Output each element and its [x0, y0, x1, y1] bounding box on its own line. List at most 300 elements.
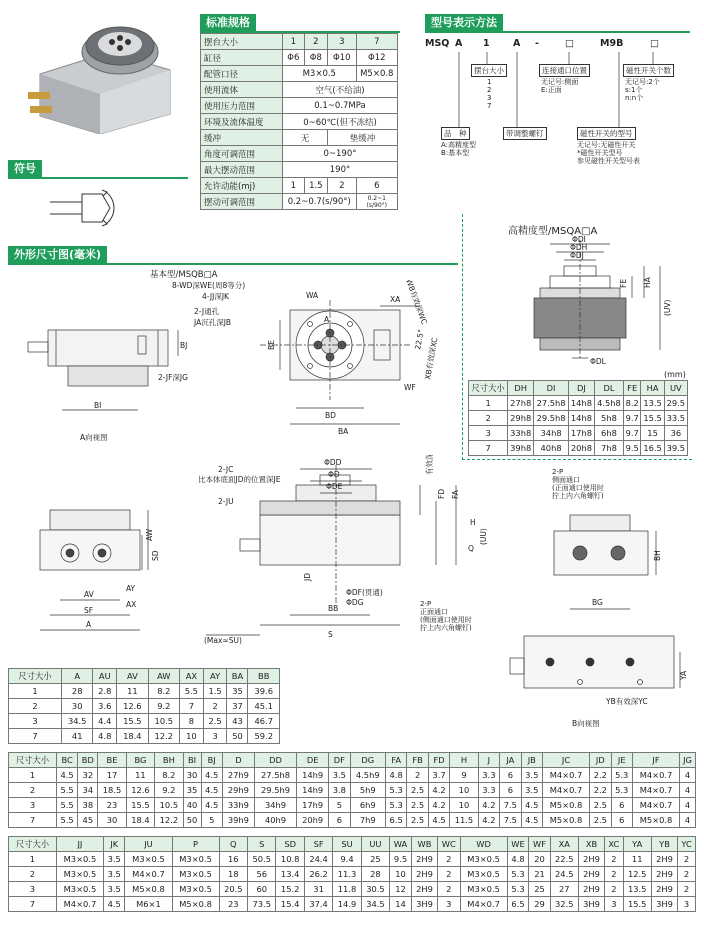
table-cell: M3×0.5 — [460, 867, 507, 882]
table-cell: 2H9 — [578, 882, 604, 897]
dim-label-av: AV — [84, 590, 94, 599]
symbol-title-underline — [8, 177, 188, 179]
table-cell: M4×0.7 — [125, 867, 172, 882]
table-cell: 8.2 — [155, 768, 183, 783]
table-cell: 14 — [390, 897, 412, 912]
table-cell: 26.2 — [304, 867, 332, 882]
table-cell: 15.5 — [117, 714, 148, 729]
table-cell: 8.2 — [148, 684, 179, 699]
table-cell: 11.3 — [333, 867, 361, 882]
table-cell: 2 — [605, 882, 623, 897]
dim-label-q: Q — [468, 544, 474, 553]
spec-cell: 垫缓冲 — [328, 130, 398, 146]
table-cell: 36 — [664, 426, 687, 441]
table-cell: 2 — [678, 867, 696, 882]
table-cell: 29.5h9 — [254, 783, 296, 798]
table-cell: M3×0.5 — [125, 852, 172, 867]
model-switch-type-desc — [577, 141, 640, 165]
table-cell: 37 — [227, 699, 248, 714]
table-cell: 17 — [98, 768, 126, 783]
model-title-underline — [425, 31, 690, 33]
column-header: JK — [103, 837, 124, 852]
table-cell: 11 — [117, 684, 148, 699]
dim-label-sd: SD — [151, 550, 160, 561]
column-header: BD — [78, 753, 98, 768]
dim-label-aw: AW — [145, 528, 154, 541]
wb-label: WB有效深WC — [404, 280, 429, 326]
table-cell: 14h9 — [297, 768, 329, 783]
spec-row — [201, 130, 398, 146]
spec-cell: 空气(不给油) — [283, 82, 398, 98]
table-cell: 10 — [390, 867, 412, 882]
table-cell: 9.2 — [148, 699, 179, 714]
table-cell: 59.2 — [248, 729, 280, 744]
table-cell: 2 — [9, 699, 62, 714]
model-code-part-count: □ — [650, 38, 659, 49]
column-header: J — [478, 753, 499, 768]
spec-label: 缸径 — [201, 50, 283, 66]
b-view-outline — [480, 622, 690, 732]
wd-label: 8-WD深WE(周8等分) — [172, 281, 246, 290]
table-cell: 2 — [438, 852, 460, 867]
column-header: UV — [664, 381, 687, 396]
model-type-desc-line: B:基本型 — [441, 149, 470, 157]
table-cell: 20h9 — [297, 813, 329, 828]
table-cell: 11.5 — [450, 813, 478, 828]
table-cell: 39h9 — [222, 813, 254, 828]
table-cell: 17h9 — [297, 798, 329, 813]
dim-label-bj: BJ — [180, 341, 188, 350]
dim-label-de: ΦDE — [326, 482, 343, 491]
dim-label-fa: FA — [451, 490, 460, 499]
table-cell: 2 — [438, 867, 460, 882]
table-cell: 1 — [469, 396, 508, 411]
column-header: FA — [385, 753, 406, 768]
table-cell: 9.5 — [623, 441, 641, 456]
table-cell: 32 — [78, 768, 98, 783]
column-header: WB — [411, 837, 437, 852]
table-cell: 23 — [219, 897, 247, 912]
table-cell: 4.5 — [521, 813, 542, 828]
jc-label: 2-JC — [218, 465, 234, 474]
column-header: FE — [623, 381, 641, 396]
table-cell: 4 — [680, 813, 696, 828]
table-cell: 2 — [407, 768, 428, 783]
table-cell: 40h9 — [254, 813, 296, 828]
table-cell: 1.5 — [203, 684, 227, 699]
column-header: 尺寸大小 — [9, 753, 57, 768]
table-row — [9, 684, 280, 699]
table-cell: 50 — [227, 729, 248, 744]
max-su-label: (Max≈SU) — [204, 636, 242, 645]
table-cell: 4.5 — [56, 768, 77, 783]
dim-label-uu: (UU) — [479, 528, 488, 545]
spec-cell: M3×0.5 — [283, 66, 357, 82]
top-view-drawing — [200, 280, 455, 450]
table-cell: 15.4 — [276, 897, 304, 912]
table-cell: 3 — [678, 897, 696, 912]
column-header: DG — [350, 753, 385, 768]
table-cell: 4 — [680, 783, 696, 798]
table-cell: 2.2 — [590, 768, 611, 783]
table-cell: 4.5h8 — [595, 396, 624, 411]
spec-cell: 0.1~0.7MPa — [283, 98, 398, 114]
spec-row — [201, 66, 398, 82]
table-cell: 2H9 — [651, 867, 677, 882]
column-header: DL — [595, 381, 624, 396]
table-cell: 29h9 — [222, 783, 254, 798]
table-cell: 2H9 — [578, 852, 604, 867]
symbol-section-title: 符号 — [8, 160, 42, 177]
column-header: BH — [155, 753, 183, 768]
column-header: JJ — [56, 837, 103, 852]
dim-label-d: ΦD — [328, 470, 340, 479]
column-header: BG — [126, 753, 154, 768]
table-cell: 2.5 — [407, 813, 428, 828]
table-cell: M5×0.8 — [542, 813, 589, 828]
table-cell: 16.5 — [641, 441, 664, 456]
table-cell: M4×0.7 — [632, 798, 679, 813]
table-cell: 15.5 — [641, 411, 664, 426]
column-header: YB — [651, 837, 677, 852]
column-header: BC — [56, 753, 77, 768]
high-precision-drawing — [520, 236, 690, 366]
model-switch-count-line: 无记号:2个 — [625, 78, 660, 86]
product-photo — [20, 14, 180, 134]
column-header: AU — [93, 669, 117, 684]
table-cell: 12.6 — [126, 783, 154, 798]
table-cell: 5 — [329, 798, 350, 813]
table-cell: 33.5 — [664, 411, 687, 426]
table-cell: 9.7 — [623, 426, 641, 441]
front-port-note — [420, 600, 472, 632]
table-cell: M4×0.7 — [542, 783, 589, 798]
jd-label: 比本体底面JD的位置深JE — [198, 475, 281, 484]
model-type-desc — [441, 141, 476, 157]
table-row — [9, 852, 696, 867]
table-cell: 7 — [180, 699, 204, 714]
table-cell: 5.5 — [56, 798, 77, 813]
dim-label-wa: WA — [306, 291, 319, 300]
front-view-outline — [30, 505, 170, 645]
table-cell: 18.4 — [126, 813, 154, 828]
column-header: XA — [550, 837, 578, 852]
table-cell: 7 — [9, 813, 57, 828]
spec-row — [201, 194, 398, 210]
table-cell: 10.5 — [148, 714, 179, 729]
spec-row-sizes — [201, 34, 398, 50]
table-cell: 8.2 — [623, 396, 641, 411]
spec-section-title: 标准规格 — [200, 14, 256, 31]
table-cell: 4.5 — [428, 813, 449, 828]
table-row — [9, 783, 696, 798]
table-cell: 5h9 — [350, 783, 385, 798]
column-header: AV — [117, 669, 148, 684]
table-cell: M5×0.8 — [172, 897, 219, 912]
table-cell: 28 — [361, 867, 389, 882]
table-cell: 2 — [9, 783, 57, 798]
column-header: JD — [590, 753, 611, 768]
spec-row — [201, 98, 398, 114]
column-header: Q — [219, 837, 247, 852]
spec-cell: 0~190° — [283, 146, 398, 162]
model-section-title: 型号表示方法 — [425, 14, 503, 31]
table-cell: 7.5 — [500, 813, 521, 828]
table-cell: 3.5 — [103, 882, 124, 897]
table-cell: 2 — [438, 882, 460, 897]
table-cell: 4.2 — [478, 798, 499, 813]
high-precision-title: 高精度型/MSQA□A — [508, 226, 598, 237]
dim-table-1 — [8, 668, 280, 744]
model-type-desc-line: A:高精度型 — [441, 141, 477, 149]
table-cell: 6.5 — [507, 897, 529, 912]
table-cell: 7.5 — [500, 798, 521, 813]
front-port-desc: 正面通口 — [420, 608, 448, 616]
spec-size-header: 2 — [304, 34, 327, 50]
angle-label: 22.5° — [413, 328, 426, 351]
model-port-desc-line: 无记号:侧面 — [541, 78, 579, 86]
table-cell: 27h9 — [222, 768, 254, 783]
table-cell: M4×0.7 — [460, 897, 507, 912]
table-cell: 33h9 — [222, 798, 254, 813]
table-cell: 50 — [183, 813, 201, 828]
table-cell: 2H9 — [411, 882, 437, 897]
table-cell: 4.5 — [521, 798, 542, 813]
table-cell: 9 — [450, 768, 478, 783]
ju-label: 2-JU — [218, 497, 234, 506]
table-cell: 4 — [680, 768, 696, 783]
spec-row — [201, 146, 398, 162]
column-header: DI — [534, 381, 569, 396]
column-header: BA — [227, 669, 248, 684]
table-cell: 3.6 — [93, 699, 117, 714]
dim-label-ax: AX — [126, 600, 137, 609]
spec-cell: Φ6 — [283, 50, 305, 66]
table-cell: 5.3 — [611, 783, 632, 798]
table-cell: 30 — [98, 813, 126, 828]
table-row — [9, 798, 696, 813]
table-cell: 11.8 — [333, 882, 361, 897]
table-cell: 56 — [248, 867, 276, 882]
table-cell: 5.3 — [611, 768, 632, 783]
dim-label-be: BE — [267, 340, 276, 350]
column-header: SU — [333, 837, 361, 852]
table-cell: 43 — [227, 714, 248, 729]
column-header: WA — [390, 837, 412, 852]
table-cell: 18.5 — [98, 783, 126, 798]
a-view-jf-label: 2-JF深JG — [158, 373, 188, 382]
table-cell: 31 — [304, 882, 332, 897]
table-cell: 4.2 — [478, 813, 499, 828]
table-cell: M4×0.7 — [632, 768, 679, 783]
table-cell: 6 — [611, 813, 632, 828]
table-cell: 39.6 — [248, 684, 280, 699]
table-cell: 6h9 — [350, 798, 385, 813]
table-cell: 4.8 — [507, 852, 529, 867]
spec-size-header: 1 — [283, 34, 305, 50]
a-view-caption: A向视图 — [80, 433, 108, 442]
table-cell: 30.5 — [361, 882, 389, 897]
model-size-value: 7 — [487, 102, 492, 110]
table-cell: 34h8 — [534, 426, 569, 441]
dim-label-s: S — [328, 630, 333, 639]
table-cell: 5.3 — [385, 798, 406, 813]
table-cell: 5h8 — [595, 411, 624, 426]
column-header: JU — [125, 837, 172, 852]
table-cell: 35 — [183, 783, 201, 798]
column-header: 尺寸大小 — [9, 837, 57, 852]
table-cell: 22.5 — [550, 852, 578, 867]
model-size-value: 2 — [487, 86, 492, 94]
model-switch-count-line: n:n个 — [625, 94, 644, 102]
table-cell: 1 — [9, 684, 62, 699]
table-cell: 33h8 — [508, 426, 534, 441]
table-cell: 23 — [98, 798, 126, 813]
table-cell: 3 — [469, 426, 508, 441]
table-cell: 2 — [203, 699, 227, 714]
table-cell: 15.2 — [276, 882, 304, 897]
table-cell: M3×0.5 — [172, 882, 219, 897]
column-header: UU — [361, 837, 389, 852]
column-header: WF — [529, 837, 550, 852]
xb-label: XB有效深XC — [423, 336, 440, 381]
table-cell: 11 — [126, 768, 154, 783]
table-cell: 35 — [227, 684, 248, 699]
spec-size-header: 7 — [356, 34, 397, 50]
table-cell: 3.5 — [329, 768, 350, 783]
spec-cell: 0~60℃(但不冻结) — [283, 114, 398, 130]
table-cell: 20.5 — [219, 882, 247, 897]
table-cell: M4×0.7 — [632, 783, 679, 798]
dims-section-title: 外形尺寸图(毫米) — [8, 246, 107, 263]
table-cell: 3 — [605, 897, 623, 912]
table-cell: 10.8 — [276, 852, 304, 867]
table-cell: 39h8 — [508, 441, 534, 456]
table-cell: 5.3 — [507, 882, 529, 897]
table-cell: 2.5 — [590, 813, 611, 828]
basic-type-label: 基本型/MSQB□A — [150, 270, 218, 280]
table-cell: M5×0.8 — [542, 798, 589, 813]
spec-label: 缓冲 — [201, 130, 283, 146]
spec-label: 摆台大小 — [201, 34, 283, 50]
pneumatic-symbol — [40, 182, 130, 234]
table-cell: M4×0.7 — [56, 897, 103, 912]
rotary-actuator-symbol-icon — [40, 182, 130, 232]
table-cell: 13.5 — [623, 882, 651, 897]
high-precision-cross-section — [520, 236, 690, 366]
table-cell: 4.8 — [93, 729, 117, 744]
table-cell: 5 — [201, 813, 222, 828]
table-cell: 73.5 — [248, 897, 276, 912]
table-cell: 3.7 — [428, 768, 449, 783]
table-cell: 14.9 — [333, 897, 361, 912]
model-code-part-type: A — [455, 38, 463, 49]
table-cell: 3.3 — [478, 783, 499, 798]
column-header: 尺寸大小 — [469, 381, 508, 396]
table-cell: 3H9 — [578, 897, 604, 912]
table-cell: 15 — [641, 426, 664, 441]
table-cell: 32.5 — [550, 897, 578, 912]
dim-table-3 — [8, 836, 696, 912]
model-code-part-dash: - — [535, 38, 539, 49]
table-cell: 4.4 — [93, 714, 117, 729]
front-port-desc: (侧面通口使用时 — [420, 616, 472, 624]
side-port-p: 2-P — [552, 468, 564, 476]
table-cell: 14h9 — [297, 783, 329, 798]
column-header: DH — [508, 381, 534, 396]
dim-label-dl: ΦDL — [590, 357, 606, 366]
table-cell: M4×0.7 — [542, 768, 589, 783]
column-header: BJ — [201, 753, 222, 768]
column-header: XB — [578, 837, 604, 852]
dim-label-bh: BH — [653, 550, 662, 561]
table-cell: 2 — [605, 867, 623, 882]
table-cell: 5.5 — [56, 813, 77, 828]
table-cell: 8 — [180, 714, 204, 729]
dim-label-xa: XA — [390, 295, 401, 304]
column-header: YC — [678, 837, 696, 852]
spec-row — [201, 178, 398, 194]
table-cell: 24.5 — [550, 867, 578, 882]
table-cell: M6×1 — [125, 897, 172, 912]
column-header: AX — [180, 669, 204, 684]
dim-label-dg: ΦDG — [346, 598, 364, 607]
high-precision-unit: (mm) — [664, 370, 686, 379]
table-cell: 10 — [180, 729, 204, 744]
table-cell: M3×0.5 — [172, 852, 219, 867]
table-cell: 3.5 — [521, 768, 542, 783]
table-cell: 2 — [678, 882, 696, 897]
column-header: 尺寸大小 — [9, 669, 62, 684]
column-header: A — [61, 669, 92, 684]
table-cell: 27h8 — [508, 396, 534, 411]
table-cell: 34 — [78, 783, 98, 798]
model-switch-count-label: 磁性开关个数 — [623, 64, 674, 77]
table-cell: 14h8 — [568, 396, 594, 411]
side-view-drawing — [540, 505, 690, 615]
table-cell: 3 — [203, 729, 227, 744]
table-cell: 38 — [78, 798, 98, 813]
high-precision-table — [468, 380, 688, 456]
column-header: WC — [438, 837, 460, 852]
table-cell: 2.8 — [93, 684, 117, 699]
table-cell: 4.2 — [428, 783, 449, 798]
column-header: JA — [500, 753, 521, 768]
dim-label-bb: BB — [328, 604, 339, 613]
side-port-note — [552, 468, 604, 500]
table-cell: 2.5 — [407, 783, 428, 798]
b-view-drawing — [480, 622, 690, 732]
column-header: P — [172, 837, 219, 852]
table-cell: 16 — [219, 852, 247, 867]
table-cell: 25 — [529, 882, 550, 897]
table-cell: 10 — [450, 798, 478, 813]
table-cell: 3 — [9, 882, 57, 897]
spec-table — [200, 33, 398, 210]
column-header: H — [450, 753, 478, 768]
dim-label-dh: ΦDH — [570, 243, 588, 252]
spec-label: 最大摆动范围 — [201, 162, 283, 178]
side-port-desc: 侧面通口 — [552, 476, 580, 484]
table-cell: 12.5 — [623, 867, 651, 882]
model-code-part-switch: M9B — [600, 38, 624, 49]
table-cell: 37.4 — [304, 897, 332, 912]
table-cell: 3 — [9, 798, 57, 813]
table-cell: 6 — [500, 783, 521, 798]
table-cell: 13.4 — [276, 867, 304, 882]
column-header: JF — [632, 753, 679, 768]
table-cell: 20 — [529, 852, 550, 867]
